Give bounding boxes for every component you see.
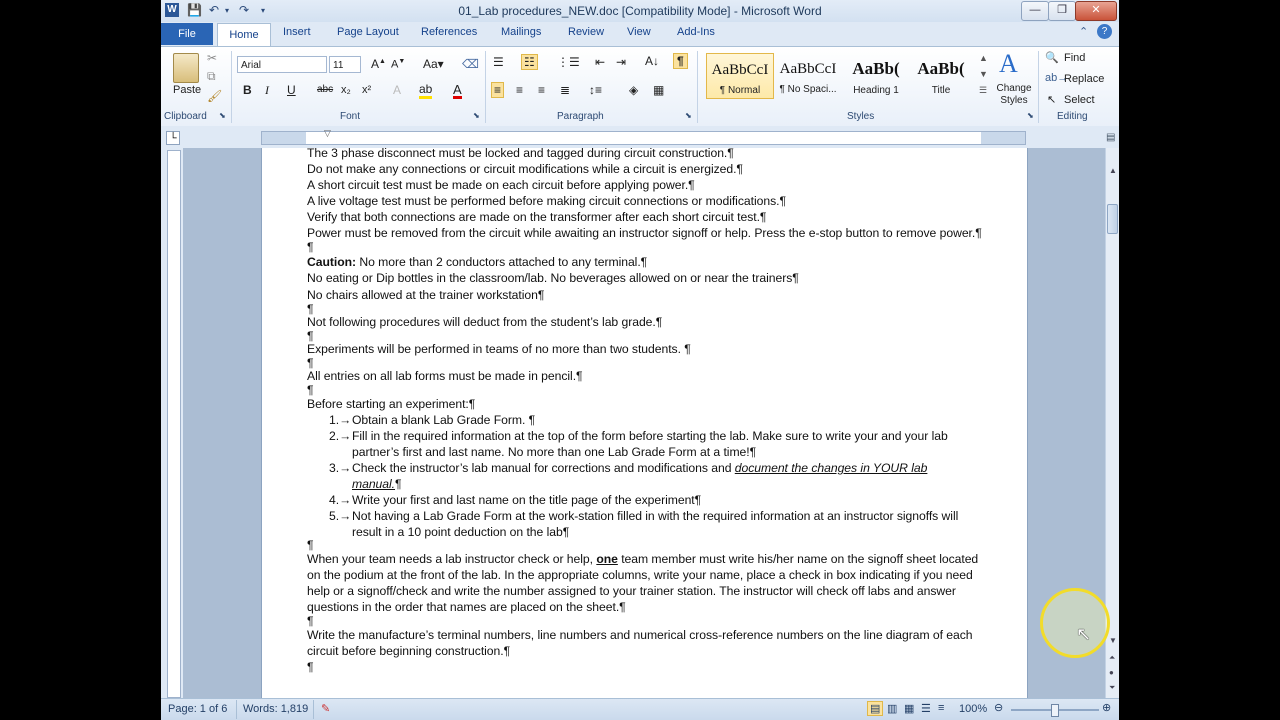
- tab-home[interactable]: Home: [217, 23, 271, 47]
- left-letterbox: [0, 0, 161, 720]
- tab-references[interactable]: References: [421, 26, 478, 38]
- cursor-highlight: [1040, 588, 1110, 658]
- doc-line: All entries on all lab forms must be made in pencil.¶: [307, 369, 583, 383]
- shading-icon[interactable]: ◈: [629, 83, 639, 97]
- list-number: 2.→: [329, 429, 352, 443]
- list-item: [307, 508, 977, 540]
- power-paragraph: Power must be removed from the circuit while awaiting an instructor signoff or help. Press the e-stop button to remove power.¶: [307, 226, 982, 240]
- underline-button[interactable]: U: [287, 83, 296, 97]
- style-preview: AaBbCcI: [779, 61, 837, 77]
- status-divider: [313, 700, 314, 719]
- font-launcher-icon[interactable]: ⬊: [473, 111, 480, 120]
- customize-toolbar-icon[interactable]: ▾: [261, 6, 266, 15]
- bold-button[interactable]: B: [243, 83, 252, 97]
- style-no-spacing[interactable]: [774, 53, 842, 99]
- tab-view[interactable]: View: [627, 26, 651, 38]
- title-bar: [161, 0, 1119, 22]
- list-item: [307, 412, 987, 428]
- align-left-icon[interactable]: ≡: [491, 82, 504, 98]
- group-divider: [231, 51, 232, 123]
- italic-button[interactable]: I: [265, 83, 269, 97]
- zoom-out-icon[interactable]: ⊖: [994, 702, 1004, 714]
- list-text: Write your first and last name on the title page of the experiment¶: [352, 493, 702, 507]
- font-color-icon[interactable]: A: [453, 82, 462, 97]
- empty-paragraph: ¶: [307, 538, 314, 552]
- clipboard-launcher-icon[interactable]: ⬊: [219, 111, 226, 120]
- redo-icon[interactable]: ↷: [239, 3, 250, 17]
- tab-mailings[interactable]: Mailings: [501, 26, 542, 38]
- tab-selector-icon[interactable]: └: [166, 131, 180, 145]
- empty-paragraph: ¶: [307, 356, 314, 370]
- previous-page-icon[interactable]: ⏶: [1109, 653, 1116, 662]
- indent-marker-icon[interactable]: ▽: [324, 128, 331, 138]
- style-name: ¶ Normal: [719, 85, 761, 96]
- list-number: 4.→: [329, 493, 352, 507]
- word-app-icon[interactable]: W: [165, 3, 179, 17]
- doc-line: No eating or Dip bottles in the classroom/lab. No beverages allowed on or near the trainers¶: [307, 271, 799, 285]
- list-emphasis: document the changes in YOUR lab manual.: [352, 461, 928, 491]
- find-button[interactable]: Find: [1064, 52, 1086, 64]
- style-heading-1[interactable]: [842, 53, 910, 99]
- styles-launcher-icon[interactable]: ⬊: [1027, 111, 1034, 120]
- browse-object-icon[interactable]: ●: [1109, 668, 1114, 677]
- team-text-a: When your team needs a lab instructor check or help,: [307, 552, 597, 566]
- change-case-icon[interactable]: Aa▾: [423, 57, 444, 71]
- style-normal[interactable]: [706, 53, 774, 99]
- increase-indent-icon[interactable]: ⇥: [616, 55, 627, 69]
- line-spacing-icon[interactable]: ↕≡: [589, 83, 603, 97]
- ribbon-tabs: [161, 22, 1119, 46]
- shrink-font-icon[interactable]: A▼: [391, 58, 406, 71]
- minimize-ribbon-icon[interactable]: ⌃: [1079, 26, 1089, 38]
- paste-icon[interactable]: [173, 53, 199, 83]
- empty-paragraph: ¶: [307, 240, 314, 254]
- home-ribbon: [161, 46, 1119, 127]
- change-styles-button[interactable]: Change Styles: [996, 83, 1032, 106]
- outline-icon[interactable]: ☰: [921, 703, 931, 715]
- scroll-thumb[interactable]: [1107, 204, 1118, 234]
- doc-line: Before starting an experiment:¶: [307, 397, 476, 411]
- clear-formatting-icon[interactable]: ⌫: [462, 57, 479, 71]
- list-number: 3.→: [329, 461, 352, 475]
- window-title: 01_Lab procedures_NEW.doc [Compatibility Mode] - Microsoft Word: [458, 4, 822, 18]
- select-icon[interactable]: ↖: [1047, 94, 1057, 106]
- styles-scroll-down-icon[interactable]: ▼: [979, 69, 988, 79]
- replace-icon[interactable]: ab→: [1045, 72, 1069, 84]
- find-icon[interactable]: 🔍: [1045, 52, 1059, 64]
- page-indicator[interactable]: Page: 1 of 6: [168, 703, 228, 715]
- list-text-end: ¶: [395, 477, 402, 491]
- decrease-indent-icon[interactable]: ⇤: [595, 55, 606, 69]
- vertical-ruler[interactable]: [167, 150, 181, 698]
- copy-icon[interactable]: ⧉: [207, 69, 216, 83]
- empty-paragraph: ¶: [307, 302, 314, 316]
- doc-line: Experiments will be performed in teams of no more than two students. ¶: [307, 342, 691, 356]
- replace-button[interactable]: Replace: [1064, 73, 1105, 85]
- list-text: Check the instructor’s lab manual for corrections and modifications and: [352, 461, 735, 475]
- grow-font-icon[interactable]: A▲: [371, 57, 386, 71]
- maximize-button[interactable]: ❐: [1048, 1, 1076, 21]
- manufacture-paragraph: Write the manufacture’s terminal numbers, line numbers and numerical cross-reference numbers on the line diagram of each circuit before beginning construction.¶: [307, 628, 973, 658]
- align-center-icon[interactable]: ≡: [516, 83, 524, 97]
- doc-line: Not following procedures will deduct from the student’s lab grade.¶: [307, 315, 663, 329]
- list-text: Not having a Lab Grade Form at the work-station filled in with the required information at an instructor signoffs will result in a 10 point deduction on the lab¶: [352, 509, 959, 539]
- zoom-slider[interactable]: [1011, 709, 1099, 711]
- mouse-pointer-icon: ↖: [1076, 624, 1092, 644]
- group-divider: [697, 51, 698, 123]
- close-button[interactable]: ✕: [1075, 1, 1117, 21]
- styles-more-icon[interactable]: ☰: [979, 85, 988, 95]
- next-page-icon[interactable]: ⏷: [1109, 683, 1116, 692]
- style-name: Heading 1: [853, 85, 899, 96]
- caution-label: Caution:: [307, 255, 357, 269]
- style-preview: AaBb(: [917, 59, 965, 78]
- styles-scroll-up-icon[interactable]: ▲: [979, 53, 988, 63]
- styles-group-label: Styles: [847, 111, 875, 122]
- doc-line: A short circuit test must be made on each circuit before applying power.¶: [307, 178, 695, 192]
- style-title[interactable]: [907, 53, 975, 99]
- doc-line: A live voltage test must be performed before making circuit connections or modifications.¶: [307, 194, 786, 208]
- sort-icon[interactable]: A↓: [645, 54, 660, 68]
- tab-insert[interactable]: Insert: [283, 26, 311, 38]
- list-item: [307, 428, 982, 460]
- text-effects-icon[interactable]: A: [393, 83, 402, 97]
- document-area: [183, 148, 1105, 698]
- empty-paragraph: ¶: [307, 329, 314, 343]
- editing-group-label: Editing: [1057, 111, 1088, 122]
- empty-paragraph: ¶: [307, 383, 314, 397]
- list-number: 5.→: [329, 509, 352, 523]
- caution-text: No more than 2 conductors attached to any terminal.¶: [356, 255, 648, 269]
- list-text: Fill in the required information at the top of the form before starting the lab. Make sure to write your and your lab partner’s first and last name. No more than one Lab Grade Form at a time!¶: [352, 429, 948, 459]
- highlight-color-icon[interactable]: ab: [419, 83, 432, 99]
- font-size-combo[interactable]: 11: [329, 56, 361, 73]
- paste-button[interactable]: Paste: [173, 84, 202, 96]
- doc-line: The 3 phase disconnect must be locked and tagged during circuit construction.¶: [307, 148, 734, 160]
- save-icon[interactable]: 💾: [187, 3, 202, 17]
- format-painter-icon[interactable]: 🖌: [207, 89, 223, 103]
- caution-line: [307, 254, 987, 270]
- list-text: Obtain a blank Lab Grade Form. ¶: [352, 413, 536, 427]
- ruler-row: [161, 126, 1119, 148]
- strikethrough-button[interactable]: abc: [317, 84, 334, 95]
- ruler-left-margin: [262, 132, 306, 144]
- doc-line: Do not make any connections or circuit modifications while a circuit is energized.¶: [307, 162, 743, 176]
- bullets-icon[interactable]: ☰: [493, 55, 504, 69]
- proofing-icon[interactable]: ✎: [321, 703, 331, 715]
- tab-file[interactable]: File: [161, 23, 213, 45]
- doc-line: No chairs allowed at the trainer workstation¶: [307, 288, 545, 302]
- numbering-icon[interactable]: ☷: [521, 54, 538, 70]
- full-screen-reading-icon[interactable]: ▥: [887, 703, 898, 715]
- show-formatting-marks-icon[interactable]: ¶: [673, 53, 688, 69]
- empty-paragraph: ¶: [307, 660, 314, 674]
- minimize-button[interactable]: —: [1021, 1, 1049, 21]
- style-preview: AaBbCcI: [711, 62, 769, 78]
- undo-dropdown-icon[interactable]: ▾: [225, 6, 230, 15]
- right-letterbox: [1119, 0, 1280, 720]
- zoom-level[interactable]: 100%: [959, 703, 988, 715]
- scroll-up-icon[interactable]: ▲: [1109, 166, 1117, 175]
- select-button[interactable]: Select: [1064, 94, 1095, 106]
- align-right-icon[interactable]: ≡: [538, 83, 546, 97]
- status-bar: [161, 698, 1119, 720]
- horizontal-ruler[interactable]: [261, 128, 1026, 145]
- justify-icon[interactable]: ≣: [560, 83, 571, 97]
- view-ruler-icon[interactable]: ▤: [1106, 132, 1116, 143]
- print-layout-icon[interactable]: ▤: [867, 701, 883, 716]
- multilevel-list-icon[interactable]: ⋮☰: [557, 55, 580, 69]
- word-window: [161, 0, 1119, 720]
- list-item: [307, 492, 987, 508]
- change-styles-icon[interactable]: A: [999, 49, 1018, 78]
- subscript-button[interactable]: x₂: [341, 84, 351, 96]
- undo-icon[interactable]: ↶: [209, 3, 220, 17]
- paragraph-group-label: Paragraph: [557, 111, 604, 122]
- group-divider: [1038, 51, 1039, 123]
- superscript-button[interactable]: x²: [362, 84, 372, 96]
- font-name-combo[interactable]: Arial: [237, 56, 327, 73]
- status-divider: [236, 700, 237, 719]
- word-count[interactable]: Words: 1,819: [243, 703, 309, 715]
- list-item: [307, 460, 952, 492]
- document-body[interactable]: [307, 148, 987, 675]
- web-layout-icon[interactable]: ▦: [904, 703, 915, 715]
- style-name: Title: [931, 85, 951, 96]
- tab-review[interactable]: Review: [568, 26, 605, 38]
- font-group-label: Font: [340, 111, 361, 122]
- doc-line: Verify that both connections are made on the transformer after each short circuit test.¶: [307, 210, 767, 224]
- list-number: 1.→: [329, 413, 352, 427]
- ruler-right-margin: [981, 132, 1025, 144]
- cut-icon[interactable]: ✂: [207, 51, 218, 65]
- draft-icon[interactable]: ≡: [938, 702, 945, 714]
- team-paragraph: [307, 551, 987, 615]
- zoom-slider-thumb[interactable]: [1051, 704, 1059, 717]
- zoom-in-icon[interactable]: ⊕: [1102, 702, 1112, 714]
- tab-add-ins[interactable]: Add-Ins: [677, 26, 715, 38]
- group-divider: [485, 51, 486, 123]
- paragraph-launcher-icon[interactable]: ⬊: [685, 111, 692, 120]
- style-preview: AaBb(: [852, 59, 900, 78]
- team-text-b: team member must write his/her name on the signoff sheet located on the podium at the front of the lab. In the appropriate columns, write your name, place a check in box indicating if you need help or a signoff/check and write the number assigned to your trainer station. The instructor will check off labs and answer questions in the order that names are placed on the sheet.¶: [307, 552, 979, 614]
- tab-page-layout[interactable]: Page Layout: [337, 26, 399, 38]
- document-page[interactable]: [261, 148, 1028, 698]
- borders-icon[interactable]: ▦: [653, 83, 665, 97]
- style-name: ¶ No Spaci...: [779, 84, 837, 95]
- clipboard-group-label: Clipboard: [164, 111, 207, 122]
- empty-paragraph: ¶: [307, 614, 314, 628]
- scroll-down-icon[interactable]: ▼: [1109, 636, 1117, 645]
- help-icon[interactable]: ?: [1097, 24, 1112, 39]
- team-one: one: [596, 552, 618, 566]
